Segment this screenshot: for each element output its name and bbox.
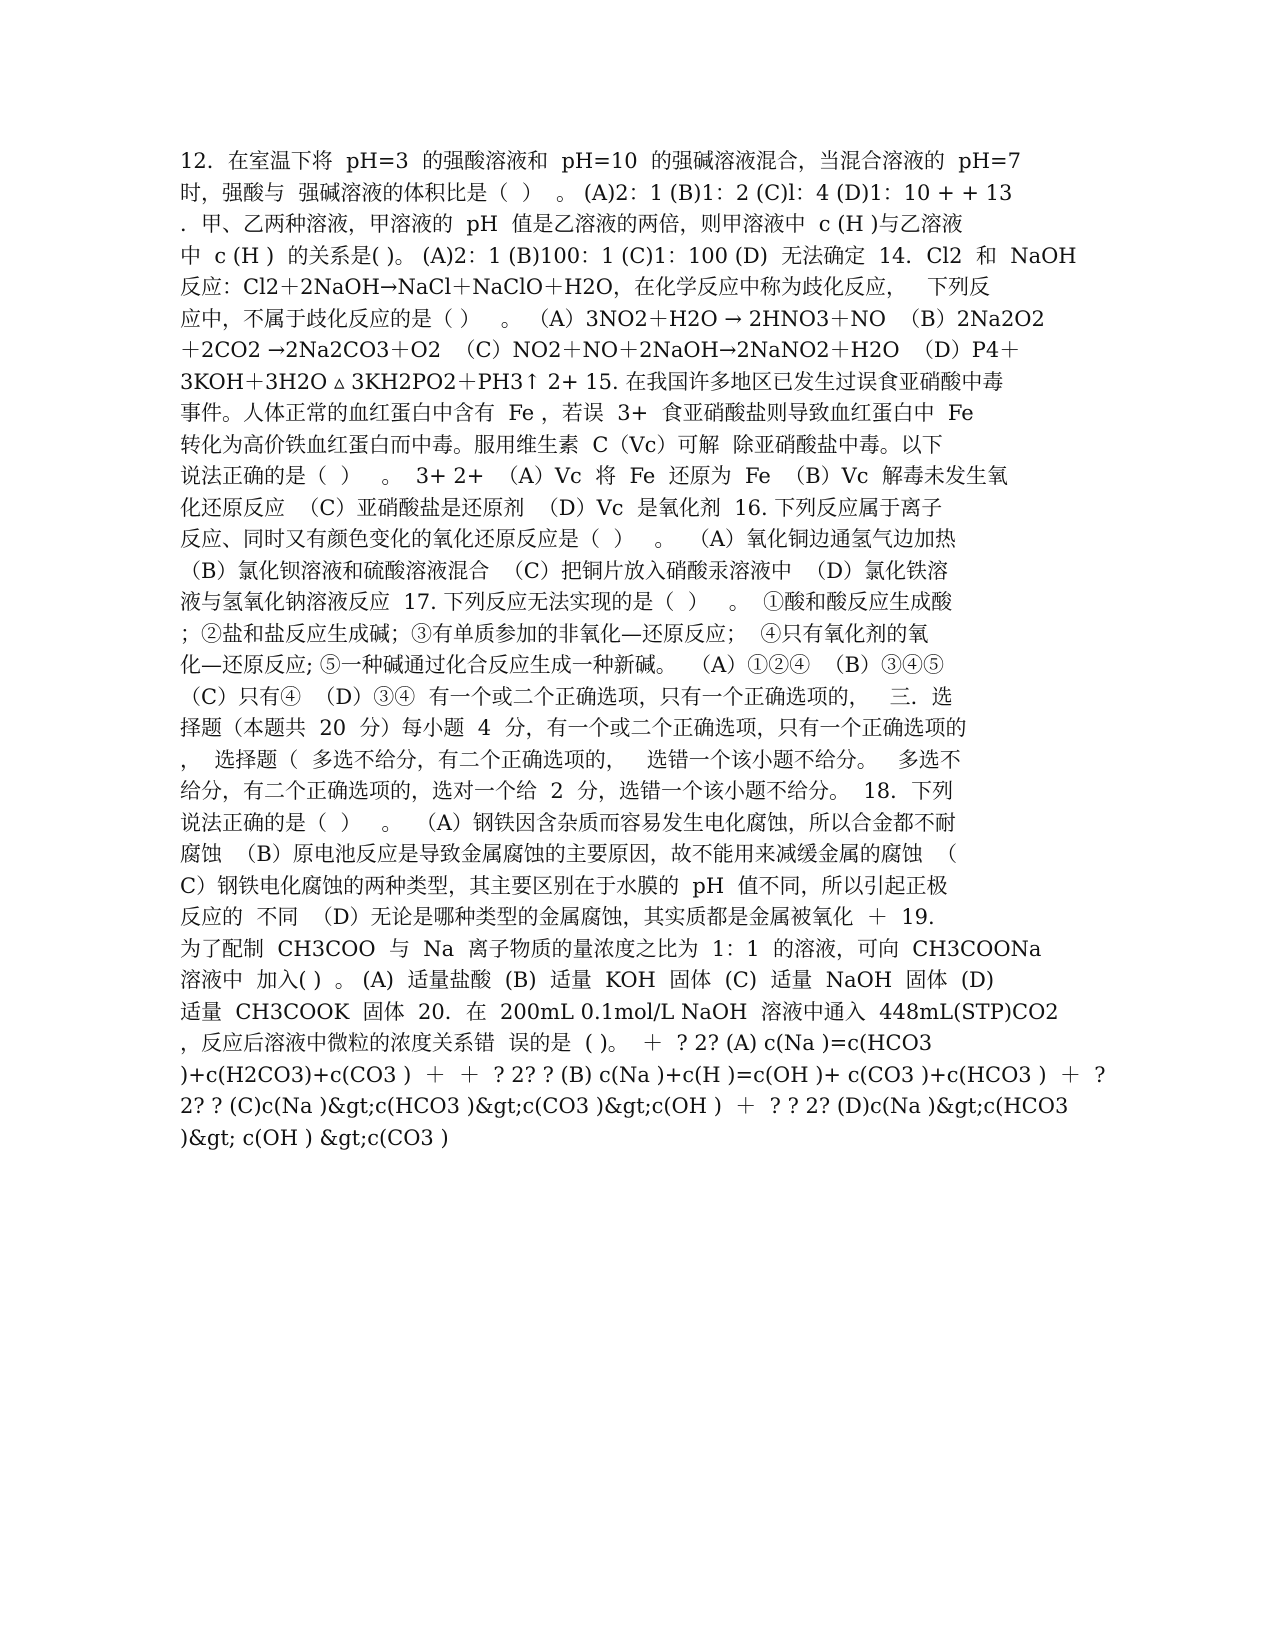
text-line: 化还原反应 （C）亚硝酸盐是还原剂 （D）Vc 是氧化剂 16. 下列反应属于离子 — [180, 495, 943, 520]
text-line: ，反应后溶液中微粒的浓度关系错 误的是 ( )。 ＋ ? 2? (A) c(Na )=c(HCO3 — [180, 1031, 933, 1055]
text-line: )&gt; c(OH ) &gt;c(CO3 ) — [180, 1125, 449, 1150]
text-line: ＋2CO2 →2Na2CO3＋O2 （C）NO2＋NO＋2NaOH→2NaNO2＋H2O （D）P4＋ — [180, 338, 1021, 362]
text-line: 转化为高价铁血红蛋白而中毒。服用维生素 C（Vc）可解 除亚硝酸盐中毒。以下 — [180, 432, 943, 457]
text-line: 溶液中 加入( ) 。 (A) 适量盐酸 (B) 适量 KOH 固体 (C) 适量 NaOH 固体 (D) — [180, 968, 995, 992]
text-line: 说法正确的是（ ） 。 3+ 2+ （A）Vc 将 Fe 还原为 Fe （B）Vc 解毒未发生氧 — [180, 464, 1008, 488]
text-line: 腐蚀 （B）原电池反应是导致金属腐蚀的主要原因，故不能用来减缓金属的腐蚀 （ — [180, 842, 958, 866]
body-text — [180, 146, 1106, 1154]
text-line: 3KOH＋3H2O ▵ 3KH2PO2＋PH3↑ 2+ 15. 在我国许多地区已发生过误食亚硝酸中毒 — [180, 369, 1004, 394]
text-line: 中 c (H ) 的关系是( )。 (A)2：1 (B)100：1 (C)1：100 (D) 无法确定 14．Cl2 和 NaOH — [180, 243, 1077, 268]
text-line: 12．在室温下将 pH=3 的强酸溶液和 pH=10 的强碱溶液混合，当混合溶液的 pH=7 — [180, 149, 1021, 173]
text-line: 择题（本题共 20 分）每小题 4 分，有一个或二个正确选项，只有一个正确选项的 — [180, 716, 967, 740]
text-line: )+c(H2CO3)+c(CO3 ) ＋ ＋ ? 2? ? (B) c(Na )+c(H )=c(OH )+ c(CO3 )+c(HCO3 ) ＋ ? — [180, 1062, 1106, 1087]
text-line: 说法正确的是（ ） 。 （A）钢铁因含杂质而容易发生电化腐蚀，所以合金都不耐 — [180, 810, 956, 835]
text-line: ．甲、乙两种溶液，甲溶液的 pH 值是乙溶液的两倍，则甲溶液中 c (H )与乙溶液 — [180, 212, 963, 236]
text-line: C）钢铁电化腐蚀的两种类型，其主要区别在于水膜的 pH 值不同，所以引起正极 — [180, 873, 948, 898]
text-line: 反应、同时又有颜色变化的氧化还原反应是（ ） 。 （A）氧化铜边通氢气边加热 — [180, 527, 956, 551]
text-line: 给分，有二个正确选项的，选对一个给 2 分，选错一个该小题不给分。 18．下列 — [180, 779, 954, 803]
text-line: 化—还原反应; ⑤一种碱通过化合反应生成一种新碱。 （A）①②④ （B）③④⑤ — [180, 653, 945, 677]
text-line: 液与氢氧化钠溶液反应 17. 下列反应无法实现的是（ ） 。 ①酸和酸反应生成酸 — [180, 590, 953, 614]
text-line: （B）氯化钡溶液和硫酸溶液混合 （C）把铜片放入硝酸汞溶液中 （D）氯化铁溶 — [180, 558, 949, 583]
text-line: 事件。人体正常的血红蛋白中含有 Fe ，若误 3+ 食亚硝酸盐则导致血红蛋白中 Fe — [180, 401, 974, 425]
text-line: 时，强酸与 强碱溶液的体积比是（ ） 。 (A)2：1 (B)1：2 (C)l：4 (D)1：10 + + 13 — [180, 180, 1013, 205]
text-line: 应中，不属于歧化反应的是（ ） 。 （A）3NO2＋H2O → 2HNO3＋NO （B）2Na2O2 — [180, 306, 1045, 331]
text-line: （C）只有④ （D）③④ 有一个或二个正确选项，只有一个正确选项的， 三．选 — [180, 684, 953, 709]
text-line: 反应的 不同 （D）无论是哪种类型的金属腐蚀，其实质都是金属被氧化 ＋ 19. — [180, 905, 935, 929]
text-line: 反应：Cl2＋2NaOH→NaCl＋NaClO＋H2O，在化学反应中称为歧化反应， 下列反 — [180, 275, 991, 299]
text-line: ， 选择题（ 多选不给分，有二个正确选项的， 选错一个该小题不给分。 多选不 — [180, 747, 961, 772]
text-line: 为了配制 CH3COO 与 Na 离子物质的量浓度之比为 1：1 的溶液，可向 CH3COONa — [180, 936, 1042, 961]
text-line: 2? ? (C)c(Na )&gt;c(HCO3 )&gt;c(CO3 )&gt;c(OH ) ＋ ? ? 2? (D)c(Na )&gt;c(HCO3 — [180, 1094, 1069, 1118]
text-line: ；②盐和盐反应生成碱；③有单质参加的非氧化—还原反应； ④只有氧化剂的氧 — [180, 621, 929, 646]
text-line: 适量 CH3COOK 固体 20．在 200mL 0.1mol/L NaOH 溶液中通入 448mL(STP)CO2 — [180, 999, 1059, 1024]
